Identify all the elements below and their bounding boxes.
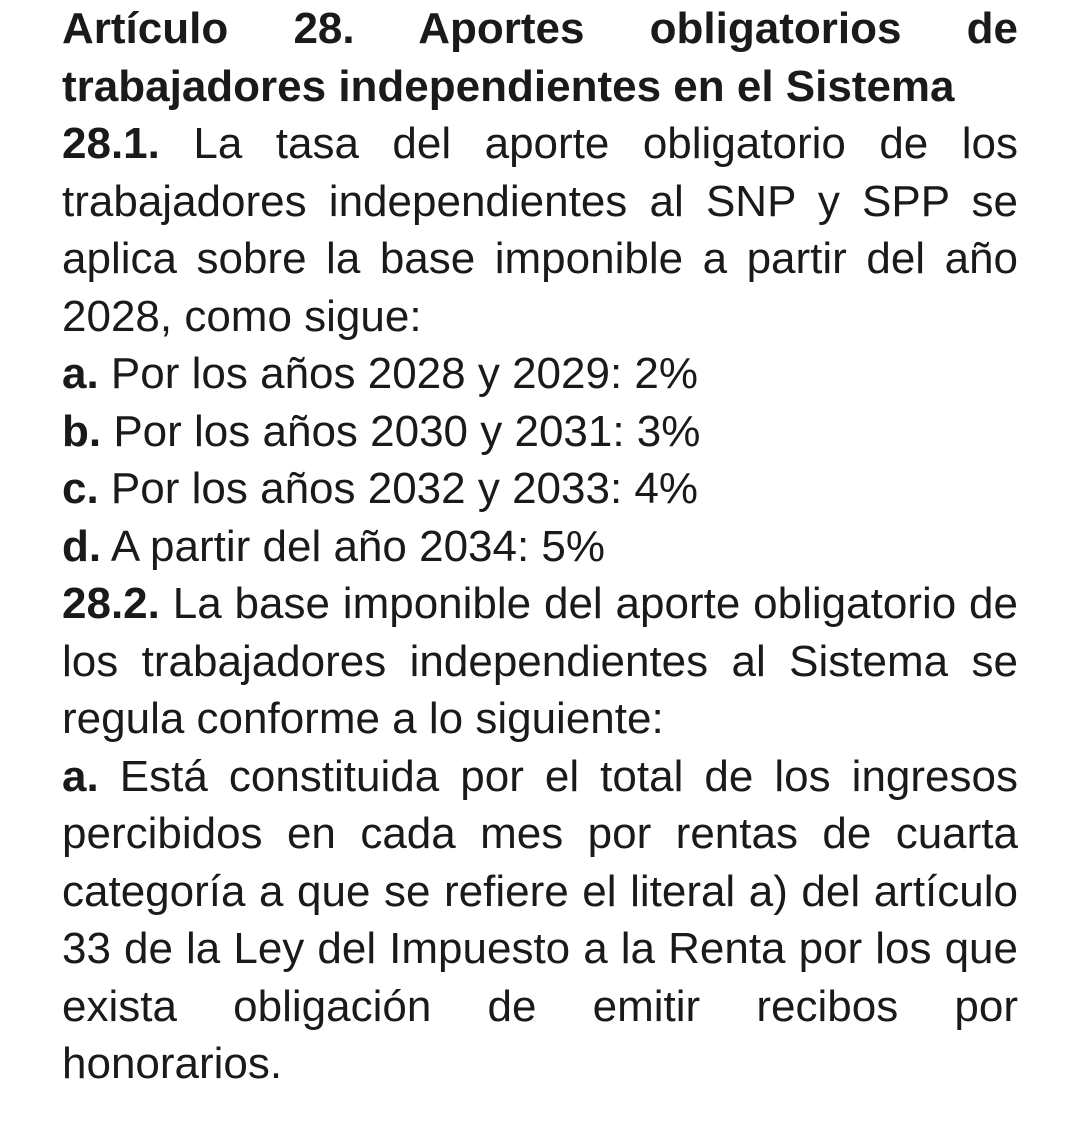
section-28-2-item-a [62,748,1018,1093]
section-28-1-item-c [62,460,1018,518]
item-text: Por los años 2030 y 2031: 3% [101,406,701,456]
section-28-2-paragraph [62,575,1018,748]
item-text: A partir del año 2034: 5% [101,521,606,571]
item-label: d. [62,521,102,571]
item-text: Por los años 2032 y 2033: 4% [98,464,698,513]
section-28-1-item-a [62,345,1018,403]
section-28-1-paragraph [62,115,1018,345]
section-28-1-item-b [62,403,1018,461]
item-text: Por los años 2028 y 2029: 2% [98,349,698,398]
section-28-2-text: La base imponible del aporte obligatorio de los trabajadores independientes al Sistema se regula conforme a lo siguiente: [62,579,1018,743]
section-28-1-item-d [62,518,1018,576]
document-page [62,0,1018,1093]
item-label: a. [62,349,99,398]
section-28-1-text: La tasa del aporte obligatorio de los trabajadores independientes al SNP y SPP se aplica sobre la base imponible a partir del año 2028, como sigue: [62,119,1018,341]
item-label: c. [62,464,99,513]
item-text: Está constituida por el total de los ingresos percibidos en cada mes por rentas de cuarta categoría a que se refiere el literal a) del artículo 33 de la Ley del Impuesto a la Renta por los que exista obligación de emitir recibos por honorarios. [62,751,1018,1088]
item-label: a. [62,751,99,801]
section-28-2-label: 28.2. [62,579,160,628]
article-title: Artículo 28. Aportes obligatorios de trabajadores independientes en el Sistema [62,4,1018,111]
section-28-1-label: 28.1. [62,119,160,168]
item-label: b. [62,406,102,456]
